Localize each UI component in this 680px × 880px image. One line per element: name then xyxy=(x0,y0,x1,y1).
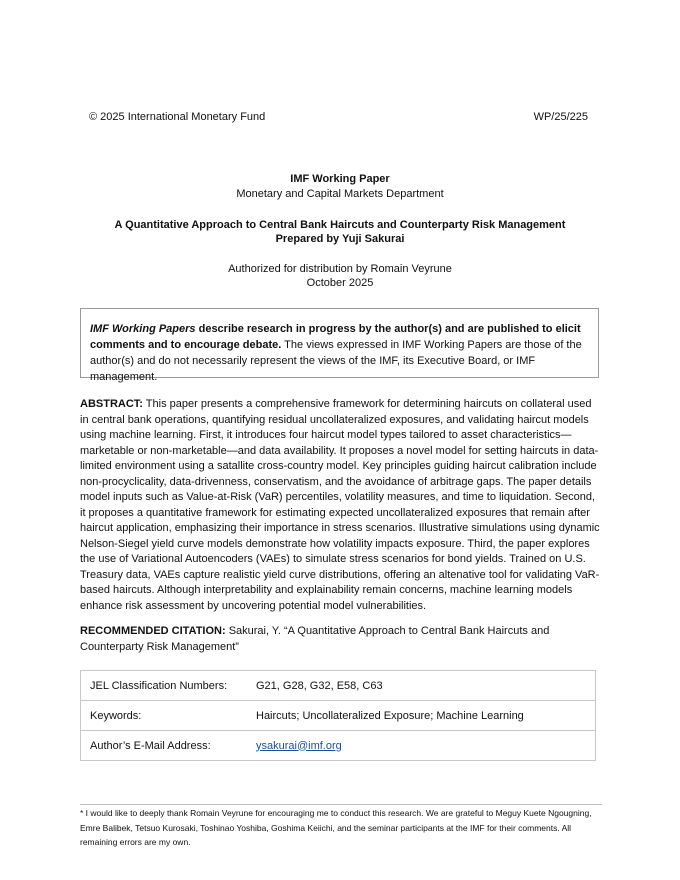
copyright-notice: © 2025 International Monetary Fund xyxy=(89,111,266,123)
paper-title: A Quantitative Approach to Central Bank Haircuts and Counterparty Risk Management xyxy=(114,219,566,231)
keywords-value: Haircuts; Uncollateralized Exposure; Machine Learning xyxy=(256,701,596,731)
citation-paragraph xyxy=(80,624,602,655)
series-title: IMF Working Paper xyxy=(290,173,390,185)
jel-value: G21, G28, G32, E58, C63 xyxy=(256,671,596,701)
email-label: Author’s E-Mail Address: xyxy=(81,731,257,761)
abstract-paragraph xyxy=(80,397,602,614)
table-row xyxy=(81,701,596,731)
abstract-label: ABSTRACT: xyxy=(80,398,143,410)
table-row xyxy=(81,731,596,761)
department-name: Monetary and Capital Markets Department xyxy=(236,188,444,200)
authorized-by: Authorized for distribution by Romain Veyrune xyxy=(228,263,452,275)
publication-date: October 2025 xyxy=(306,277,374,289)
email-cell xyxy=(256,731,596,761)
footnote: * I would like to deeply thank Romain Veyrune for encouraging me to conduct this research. We are grateful to Meguy Kuete Ngougning, Emre Balibek, Tetsuo Kurosaki, Toshinao Yoshiba, Goshima Keiichi, and the seminar participants at the IMF for their comments. All remaining errors are my own. xyxy=(80,808,592,847)
citation-text: Sakurai, Y. “A Quantitative Approach to Central Bank Haircuts and Counterparty Risk Management” xyxy=(80,625,550,653)
keywords-label: Keywords: xyxy=(81,701,257,731)
prepared-by: Prepared by Yuji Sakurai xyxy=(275,233,405,245)
disclaimer-bold-text: describe research in progress by the author(s) and are published to elicit comments and to encourage debate. xyxy=(90,323,581,351)
author-email-link[interactable]: ysakurai@imf.org xyxy=(256,739,342,752)
working-paper-number: WP/25/225 xyxy=(533,111,588,123)
paper-metadata-table xyxy=(80,670,596,761)
disclaimer-box xyxy=(80,308,599,383)
abstract-text: This paper presents a comprehensive framework for determining haircuts on collateral used in central bank operations, quantifying residual uncollateralized exposures, and validating haircut models using machine learning. First, it introduces four haircut model types tailored to asset characteristics—marketable or non-marketable—and data availability. It proposes a novel model for setting haircuts in data-limited environment using a satallite cross-country model. Key principles guiding haircut calibration include non-procyclicality, data-drivenness, conservatism, and the avoidance of arbitrage gaps. The paper details model inputs such as Value-at-Risk (VaR) percentiles, volatility measures, and time to liquidation. Second, it proposes a quantitative framework for estimating expected uncollateralized exposures that remain after haircut application, emphasizing their importance in stress scenarios. Illustrative simulations using dynamic Nelson-Siegel yield curve models demonstrate how volatility impacts exposure. Third, the paper explores the use of Variational Autoencoders (VAEs) to simulate stress scenarios for bond yields. Trained on U.S. Treasury data, VAEs capture realistic yield curve distributions, offering an altenative tool for validating VaR-based haircuts. Although interpretability and explainability remain concerns, machine learning models enhance risk assessment by uncovering potential model vulnerabilities. xyxy=(80,398,600,612)
disclaimer-text: The views expressed in IMF Working Papers are those of the author(s) and do not necessarily represent the views of the IMF, its Executive Board, or IMF management. xyxy=(90,339,582,383)
footnote-divider xyxy=(80,804,602,805)
table-row xyxy=(81,671,596,701)
disclaimer-series-name: IMF Working Papers xyxy=(90,323,196,335)
citation-label: RECOMMENDED CITATION: xyxy=(80,625,226,637)
jel-label: JEL Classification Numbers: xyxy=(81,671,257,701)
